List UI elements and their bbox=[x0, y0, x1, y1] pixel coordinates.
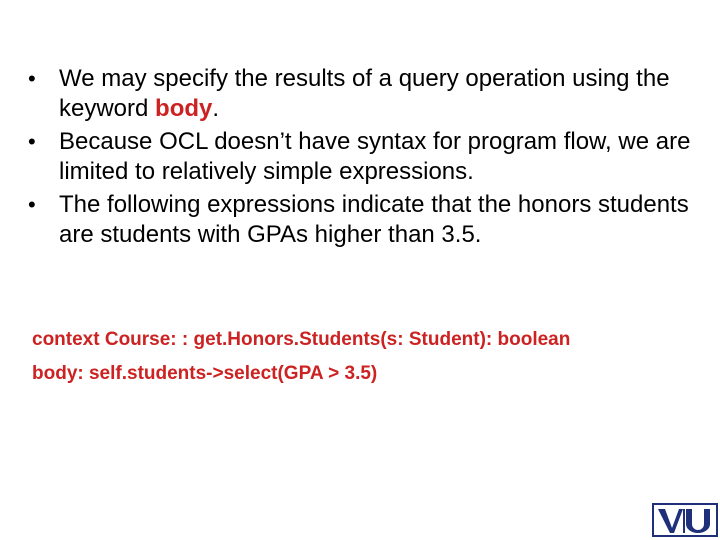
keyword-body: body bbox=[155, 95, 213, 122]
vu-logo-icon bbox=[650, 500, 720, 540]
university-logo bbox=[650, 500, 720, 540]
bullet-marker: • bbox=[28, 66, 36, 91]
bullet-item-1 bbox=[28, 64, 708, 124]
bullet-list bbox=[28, 64, 708, 253]
bullet-marker: • bbox=[28, 192, 36, 217]
bullet-item-2 bbox=[28, 127, 708, 187]
bullet-text: We may specify the results of a query operation using the keyword bbox=[59, 65, 670, 122]
bullet-text: The following expressions indicate that the honors students are students with GPAs higher than 3.5. bbox=[59, 191, 689, 248]
code-line-body: body: self.students->select(GPA > 3.5) bbox=[32, 363, 378, 384]
bullet-text-end: . bbox=[212, 95, 220, 122]
code-block bbox=[32, 323, 712, 391]
code-line-context: context Course: : get.Honors.Students(s: Student): boolean bbox=[32, 329, 571, 350]
bullet-marker: • bbox=[28, 129, 36, 154]
bullet-text: Because OCL doesn’t have syntax for program flow, we are limited to relatively simple expressions. bbox=[59, 128, 691, 185]
bullet-item-3 bbox=[28, 190, 708, 250]
